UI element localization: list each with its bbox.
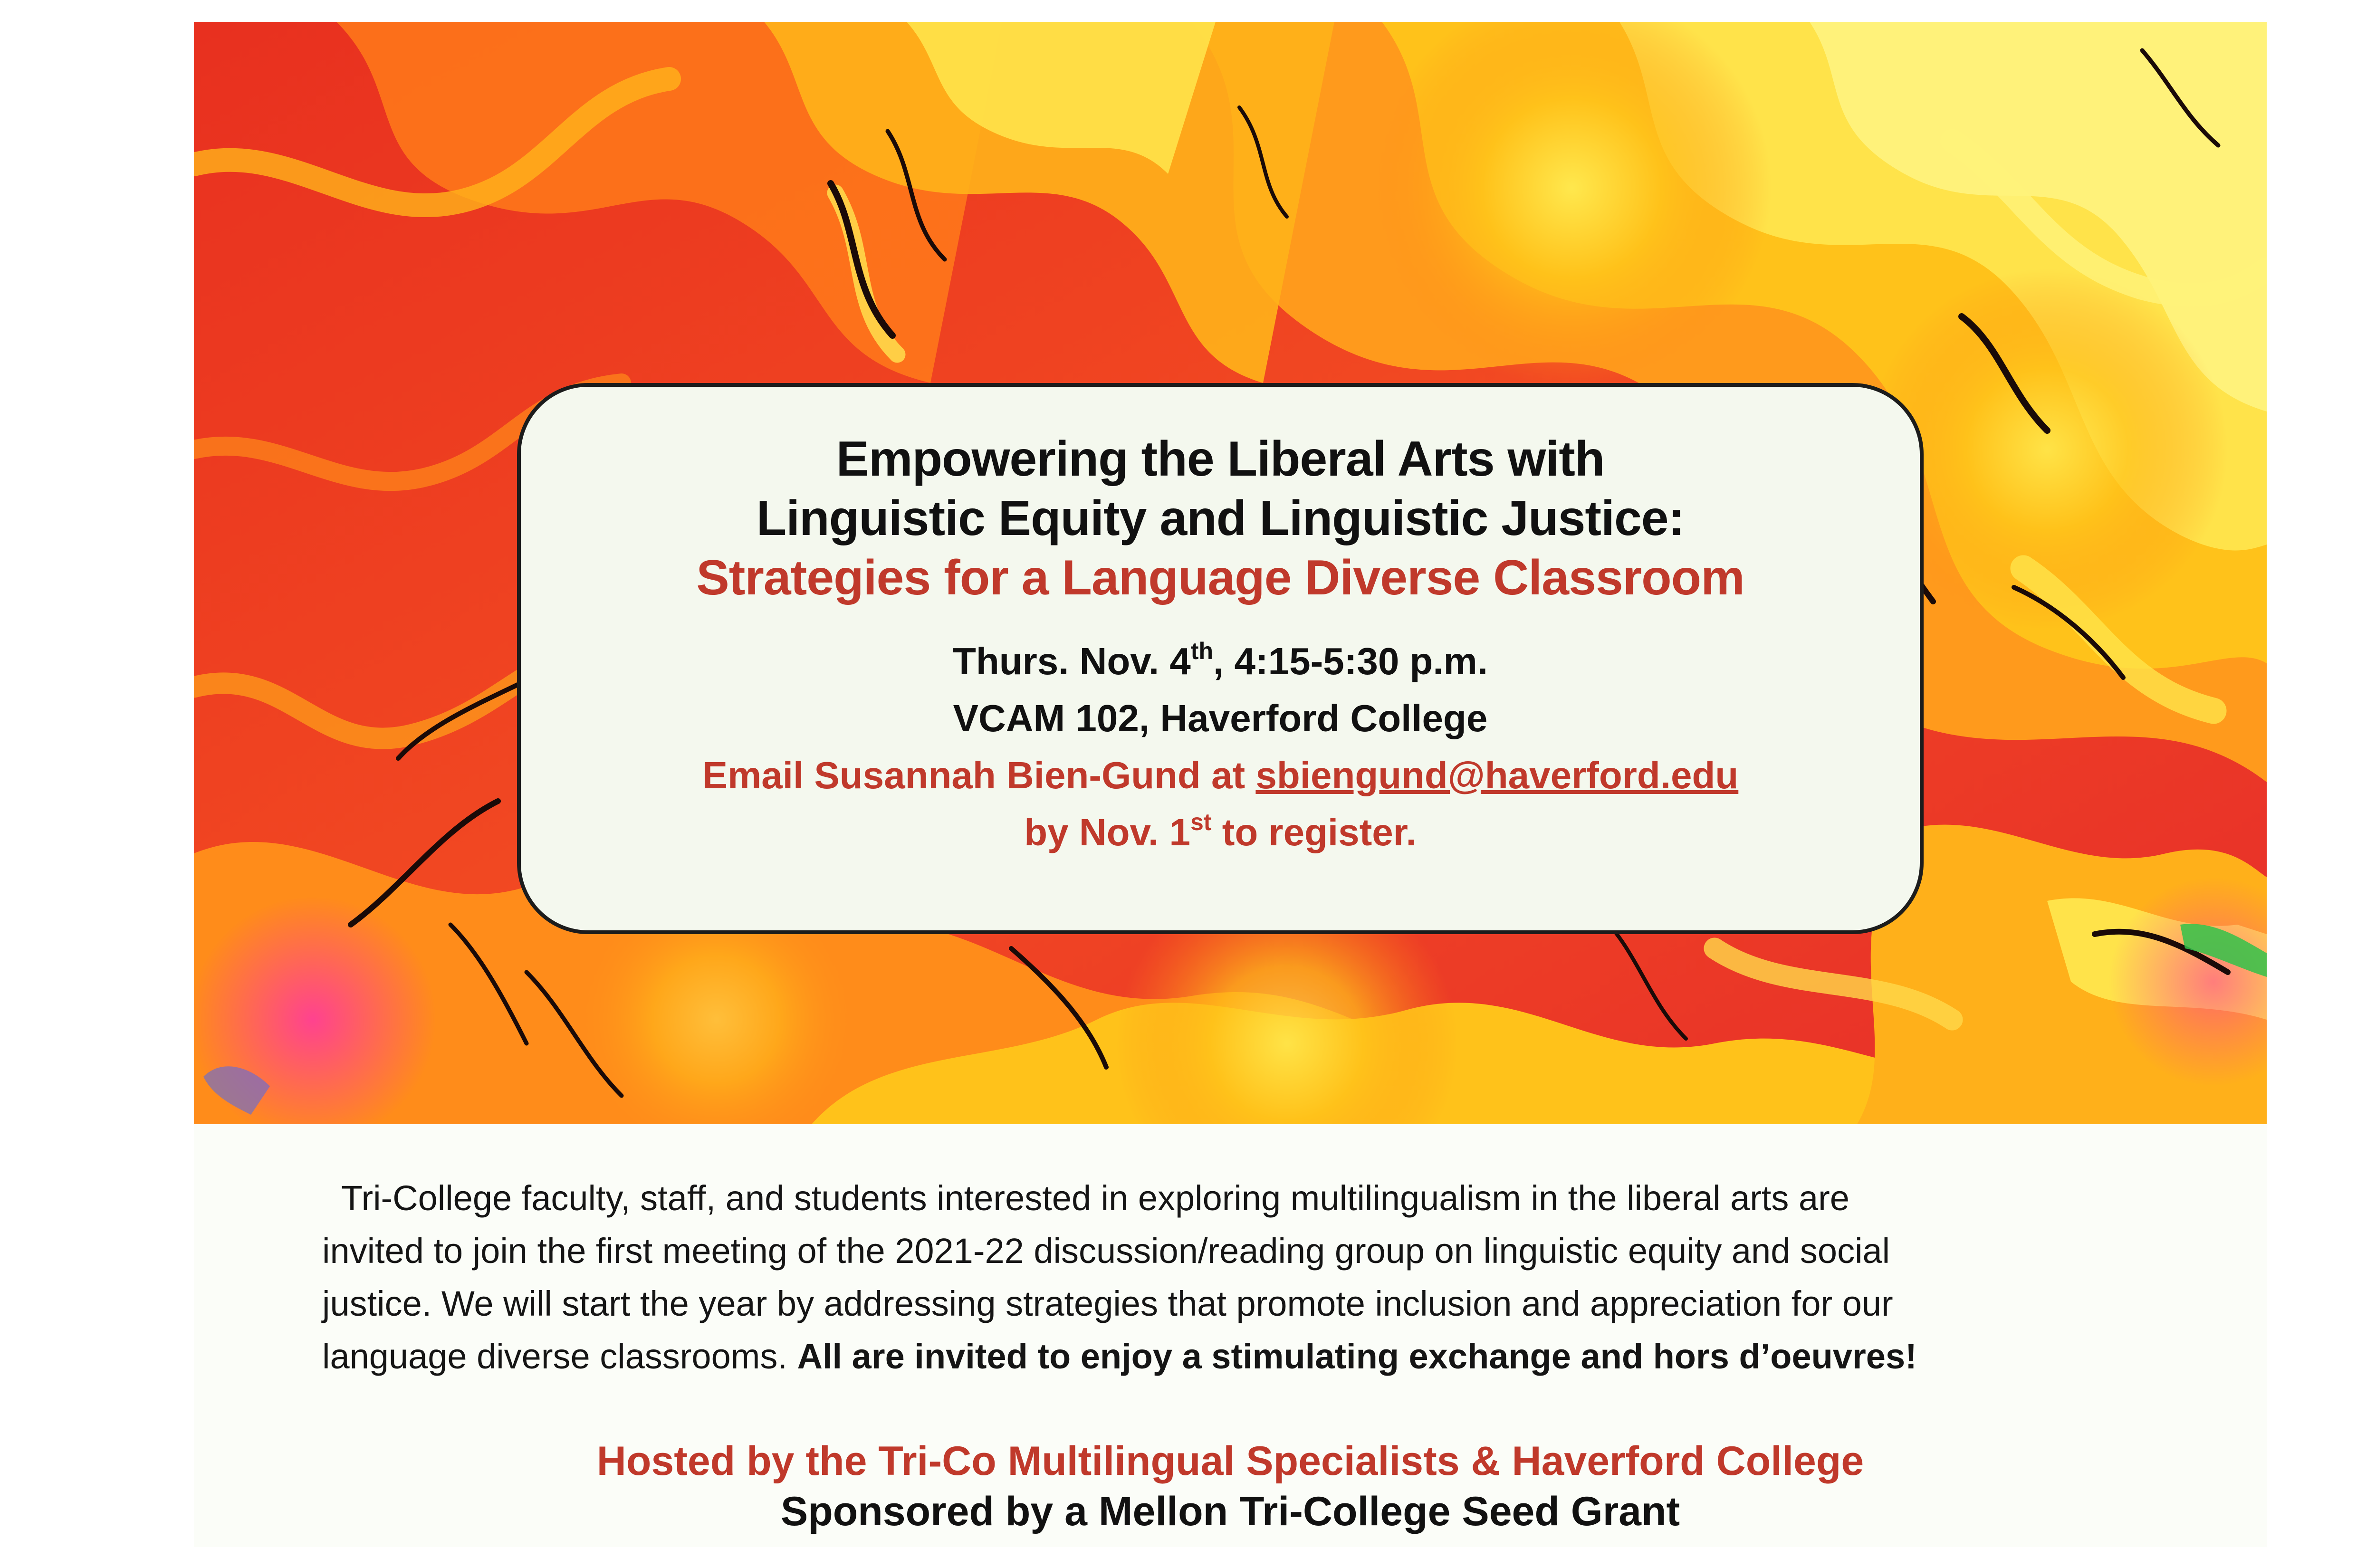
event-date-suffix: th <box>1190 638 1213 665</box>
event-description <box>322 1172 2156 1383</box>
event-location: VCAM 102, Haverford College <box>953 697 1488 740</box>
flyer <box>194 22 2267 1547</box>
register-text: to register. <box>1211 811 1417 854</box>
event-date-prefix: Thurs. Nov. 4 <box>952 640 1191 683</box>
description-line-4 <box>322 1330 2156 1383</box>
event-title-line-1: Empowering the Liberal Arts with <box>836 431 1605 487</box>
event-time: , 4:15-5:30 p.m. <box>1213 640 1488 683</box>
event-contact <box>521 747 1920 804</box>
event-contact-prefix: Email Susannah Bien-Gund at <box>702 754 1256 797</box>
description-line-3: justice. We will start the year by addressing strategies that promote inclusion and appreciation for our <box>322 1284 1893 1323</box>
marbled-banner-image <box>194 22 2267 1124</box>
email-link[interactable]: sbiengund@haverford.edu <box>1255 754 1739 797</box>
event-date-time <box>521 633 1920 690</box>
event-title-line-2: Linguistic Equity and Linguistic Justice: <box>756 490 1685 546</box>
description-line-2: invited to join the first meeting of the 2021-22 discussion/reading group on linguistic equity and social <box>322 1231 1890 1271</box>
event-title-card <box>517 383 1924 934</box>
sponsored-by-text: Sponsored by a Mellon Tri-College Seed Grant <box>780 1489 1680 1534</box>
description-line-4-bold: All are invited to enjoy a stimulating exchange and hors d’oeuvres! <box>797 1337 1917 1376</box>
register-date-prefix: by Nov. 1 <box>1024 811 1190 854</box>
hosted-by-text: Hosted by the Tri-Co Multilingual Specialists & Haverford College <box>596 1438 1864 1484</box>
description-line-1: Tri-College faculty, staff, and students interested in exploring multilingualism in the liberal arts are <box>341 1178 1849 1218</box>
event-subtitle: Strategies for a Language Diverse Classroom <box>696 550 1744 605</box>
register-date-suffix: st <box>1190 809 1212 836</box>
description-line-4-regular: language diverse classrooms. <box>322 1337 797 1376</box>
event-register-deadline <box>521 804 1920 861</box>
